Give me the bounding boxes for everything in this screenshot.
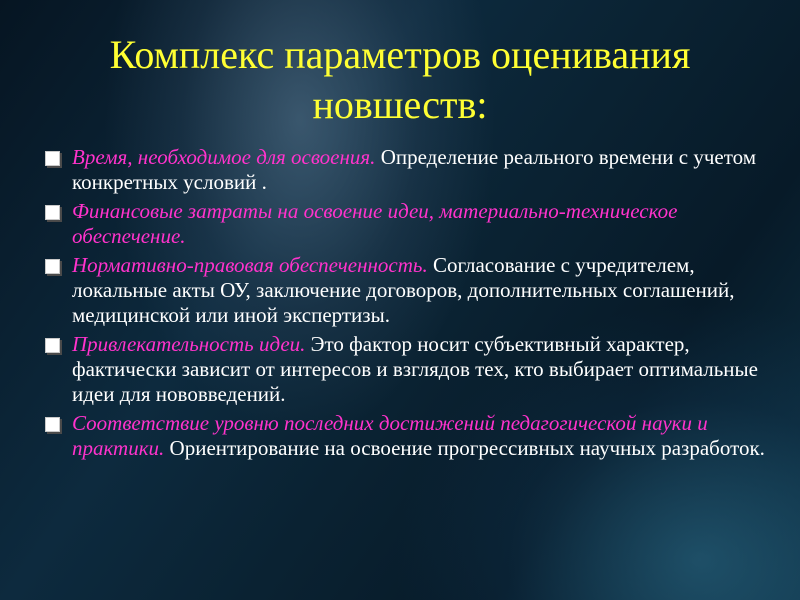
item-emphasis: Нормативно-правовая обеспеченность.	[72, 253, 428, 277]
checkbox-square-icon	[45, 205, 60, 220]
item-text: Ориентирование на освоение прогрессивных научных разработок.	[164, 436, 765, 460]
item-emphasis: Финансовые затраты на освоение идеи, материально-техническое обеспечение.	[72, 199, 678, 248]
item-emphasis: Время, необходимое для освоения.	[72, 145, 376, 169]
item-emphasis: Соответствие уровню последних достижений педагогической науки и практики.	[72, 411, 708, 460]
checkbox-square-icon	[45, 151, 60, 166]
checkbox-square-icon	[45, 417, 60, 432]
parameters-list	[42, 145, 782, 465]
item-emphasis: Привлекательность идеи.	[72, 332, 306, 356]
list-item	[42, 332, 782, 407]
checkbox-square-icon	[45, 259, 60, 274]
list-item	[42, 253, 782, 328]
checkbox-square-icon	[45, 338, 60, 353]
slide-title: Комплекс параметров оценивания новшеств:	[109, 32, 691, 127]
item-text: Определение реального времени с учетом конкретных условий .	[72, 145, 757, 194]
item-text: Это фактор носит субъективный характер, фактически зависит от интересов и взглядов тех, кто выбирает оптимальные идеи для нововведений.	[72, 332, 758, 406]
list-item	[42, 411, 782, 461]
item-text: Согласование с учредителем, локальные акты ОУ, заключение договоров, дополнительных соглашений, медицинской или иной экспертизы.	[72, 253, 735, 327]
list-item	[42, 145, 782, 195]
list-item	[42, 199, 782, 249]
